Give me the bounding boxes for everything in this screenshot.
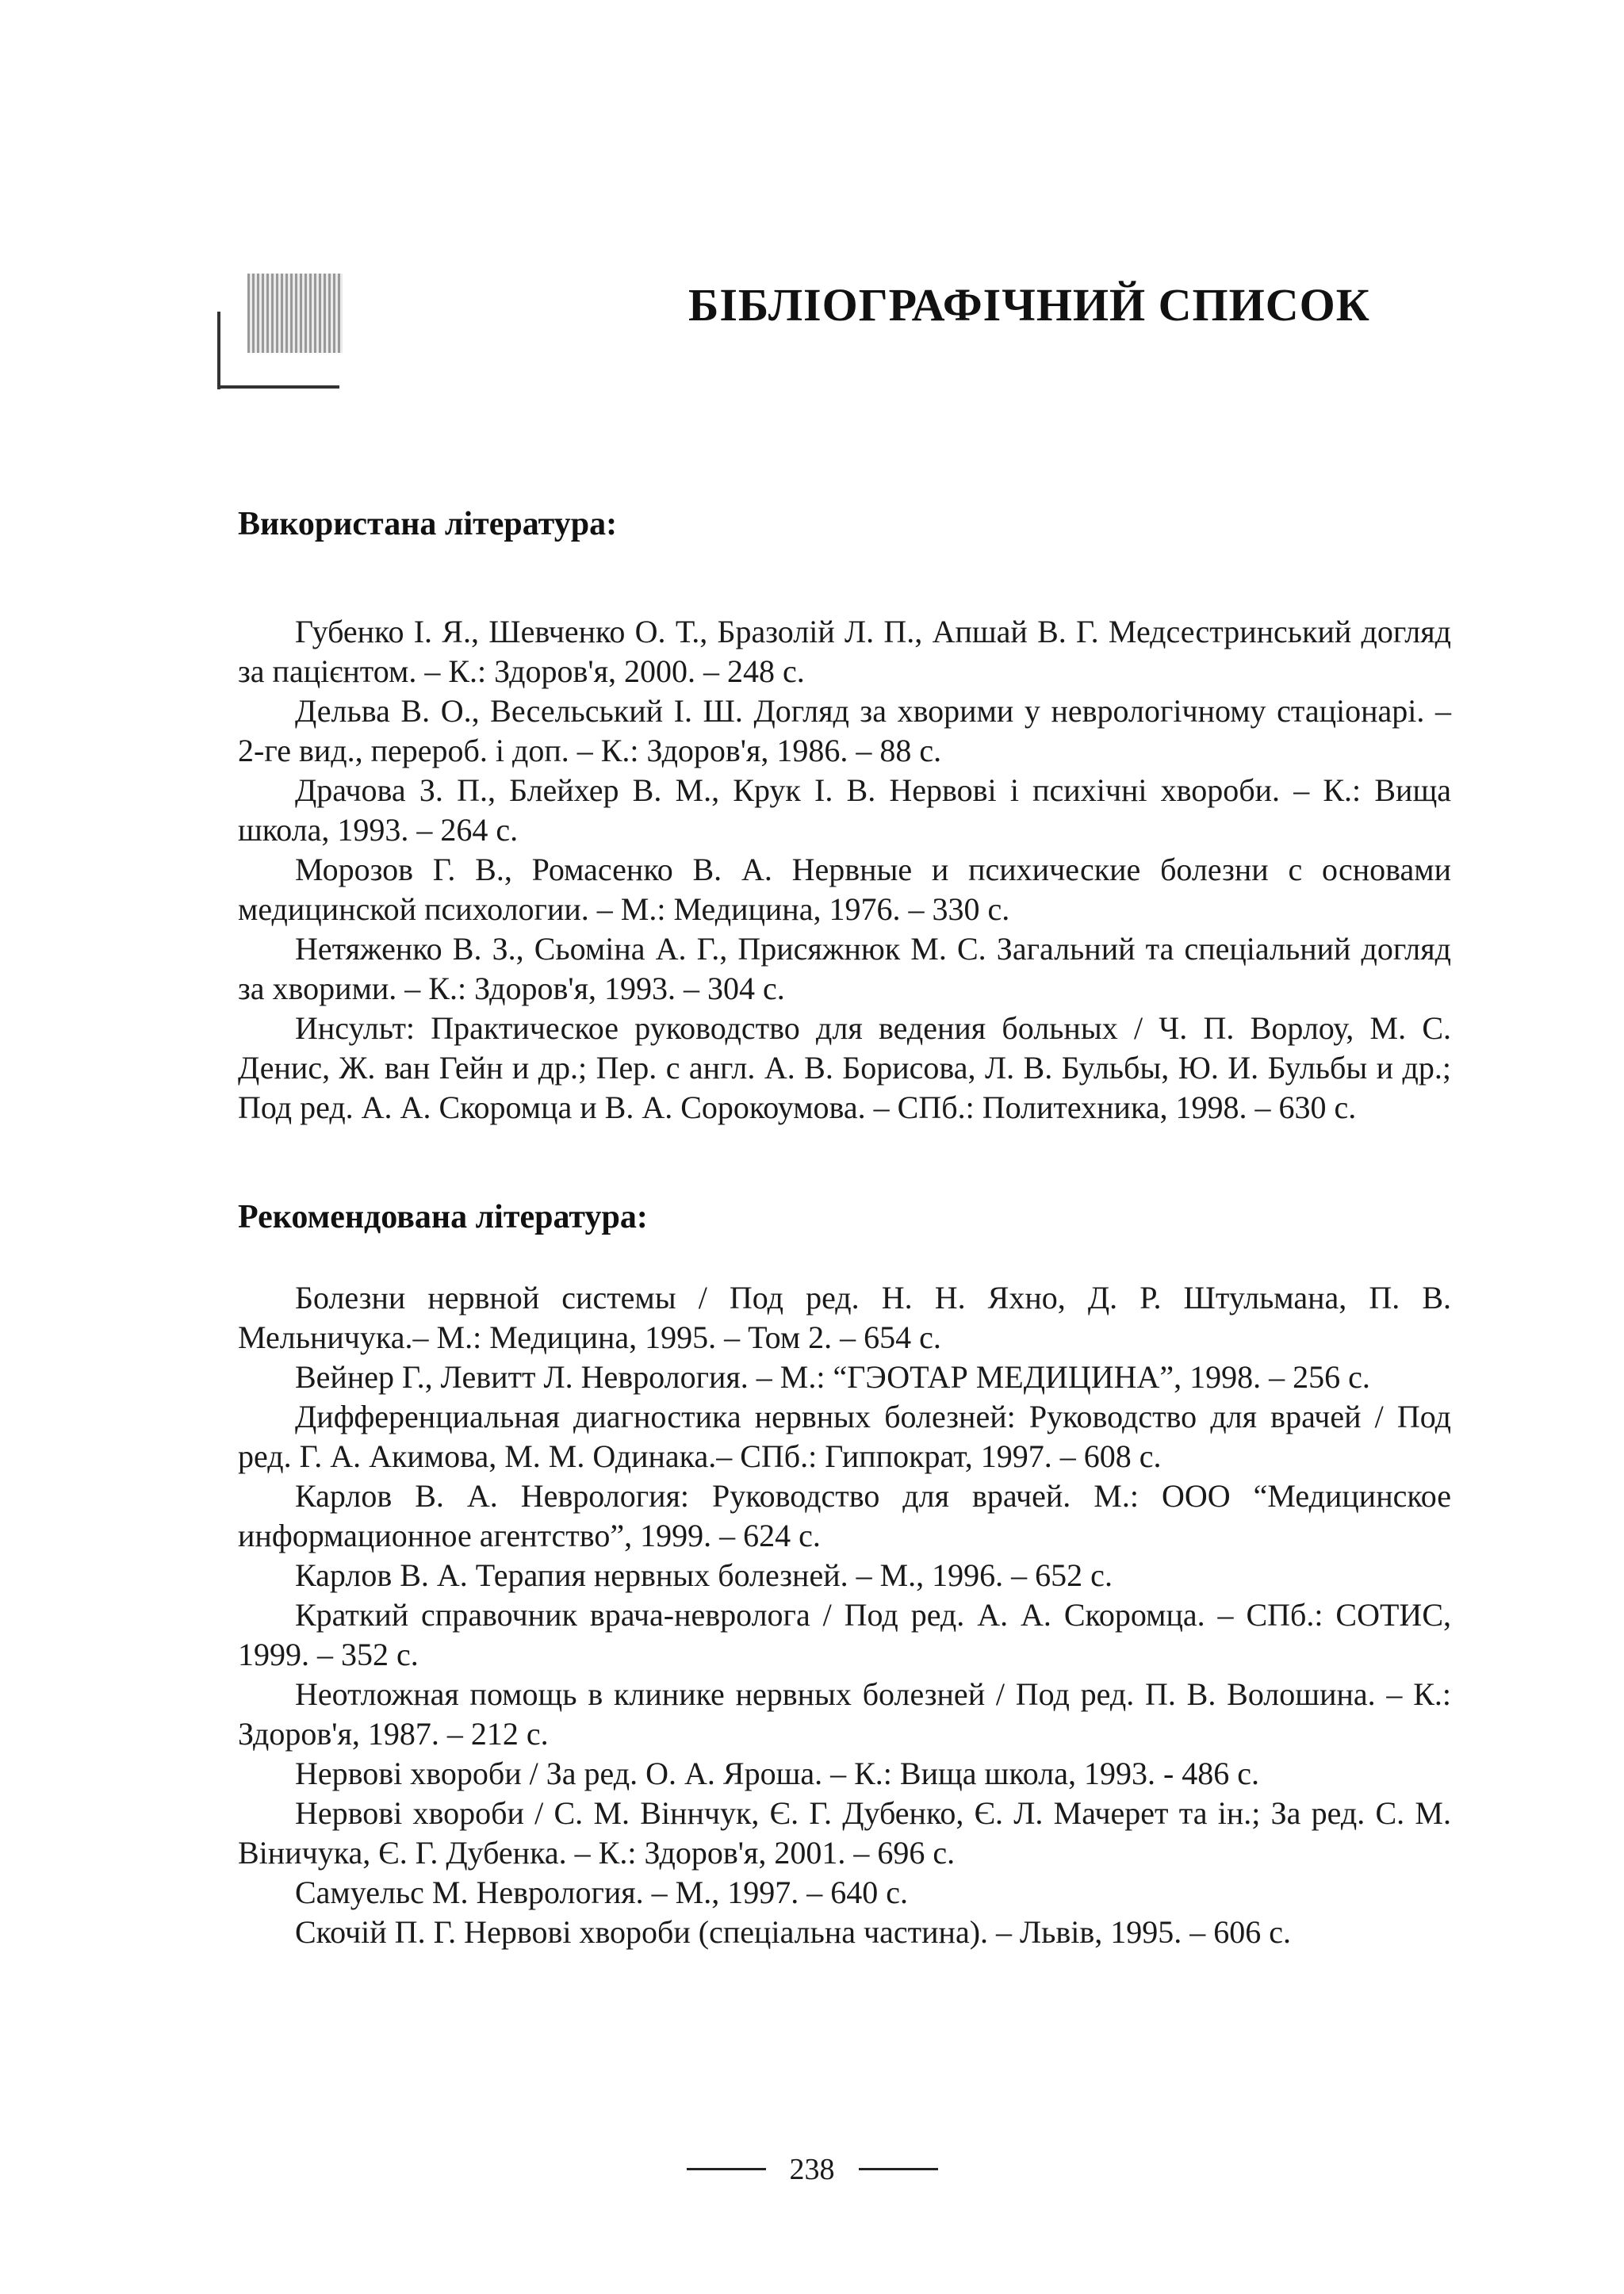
reference-item: Вейнер Г., Левитт Л. Неврология. – М.: “ГЭОТАР МЕДИЦИНА”, 1998. – 256 с.: [295, 1359, 1370, 1395]
reference-item: Дельва В. О., Весельський І. Ш. Догляд за хворими у неврологічному стаціонарі. – 2-ге вид., перероб. і доп. – К.: Здоров'я, 1986. – 88 с.: [238, 693, 1451, 768]
reference-item: Драчова З. П., Блейхер В. М., Крук І. В. Нервові і психічні хвороби. – К.: Вища школа, 1993. – 264 с.: [238, 772, 1451, 848]
footer-rule-right: [859, 2168, 938, 2170]
used-literature-list: [238, 612, 1451, 1128]
reference-item: Нервові хвороби / С. М. Віннчук, Є. Г. Дубенко, Є. Л. Мачерет та ін.; За ред. С. М. Віничука, Є. Г. Дубенка. – К.: Здоров'я, 2001. – 696 с.: [238, 1795, 1451, 1871]
reference-item: Карлов В. А. Неврология: Руководство для врачей. М.: ООО “Медицинское информационное агентство”, 1999. – 624 с.: [238, 1478, 1451, 1553]
reference-item: Самуельс М. Неврология. – М., 1997. – 640 с.: [295, 1875, 908, 1910]
recommended-literature-list: [238, 1278, 1451, 1952]
reference-item: Инсульт: Практическое руководство для ведения больных / Ч. П. Ворлоу, М. С. Денис, Ж. ван Гейн и др.; Пер. с англ. А. В. Борисова, Л. В. Бульбы, Ю. И. Бульбы и др.; Под ред. А. А. Скоромца и В. А. Сорокоумова. – СПб.: Политехника, 1998. – 630 с.: [238, 1010, 1451, 1125]
ornament-horizontal-rule: [219, 385, 339, 389]
footer-rule-left: [687, 2168, 766, 2170]
reference-item: Дифференциальная диагностика нервных болезней: Руководство для врачей / Под ред. Г. А. Акимова, М. М. Одинака.– СПб.: Гиппократ, 1997. – 608 с.: [238, 1399, 1451, 1474]
reference-item: Карлов В. А. Терапия нервных болезней. – М., 1996. – 652 с.: [295, 1557, 1113, 1593]
page-title: БІБЛІОГРАФІЧНИЙ СПИСОК: [688, 279, 1370, 331]
reference-item: Краткий справочник врача-невролога / Под ред. А. А. Скоромца. – СПб.: СОТИС, 1999. – 352 с.: [238, 1597, 1451, 1672]
page-number-footer: [0, 2146, 1624, 2185]
reference-item: Неотложная помощь в клинике нервных болезней / Под ред. П. В. Волошина. – К.: Здоров'я, 1987. – 212 с.: [238, 1676, 1451, 1752]
reference-item: Губенко І. Я., Шевченко О. Т., Бразолій Л. П., Апшай В. Г. Медсестринський догляд за пацієнтом. – К.: Здоров'я, 2000. – 248 с.: [238, 614, 1451, 689]
ornament-vertical-rule: [217, 312, 220, 389]
reference-item: Болезни нервной системы / Под ред. Н. Н. Яхно, Д. Р. Штульмана, П. В. Мельничука.– М.: Медицина, 1995. – Том 2. – 654 с.: [238, 1280, 1451, 1355]
section-heading-recommended-literature: Рекомендована література:: [238, 1199, 648, 1235]
chapter-ornament-icon: [216, 266, 350, 400]
ornament-block: [247, 274, 343, 353]
reference-item: Нетяженко В. З., Сьоміна А. Г., Присяжнюк М. С. Загальний та спеціальний догляд за хворими. – К.: Здоров'я, 1993. – 304 с.: [238, 931, 1451, 1006]
reference-item: Скочій П. Г. Нервові хвороби (спеціальна частина). – Львів, 1995. – 606 с.: [295, 1914, 1292, 1950]
page-number: 238: [789, 2152, 835, 2186]
reference-item: Морозов Г. В., Ромасенко В. А. Нервные и психические болезни с основами медицинской психологии. – М.: Медицина, 1976. – 330 с.: [238, 852, 1451, 927]
section-heading-used-literature: Використана література:: [238, 506, 618, 542]
reference-item: Нервові хвороби / За ред. О. А. Яроша. – К.: Вища школа, 1993. - 486 с.: [295, 1756, 1260, 1791]
